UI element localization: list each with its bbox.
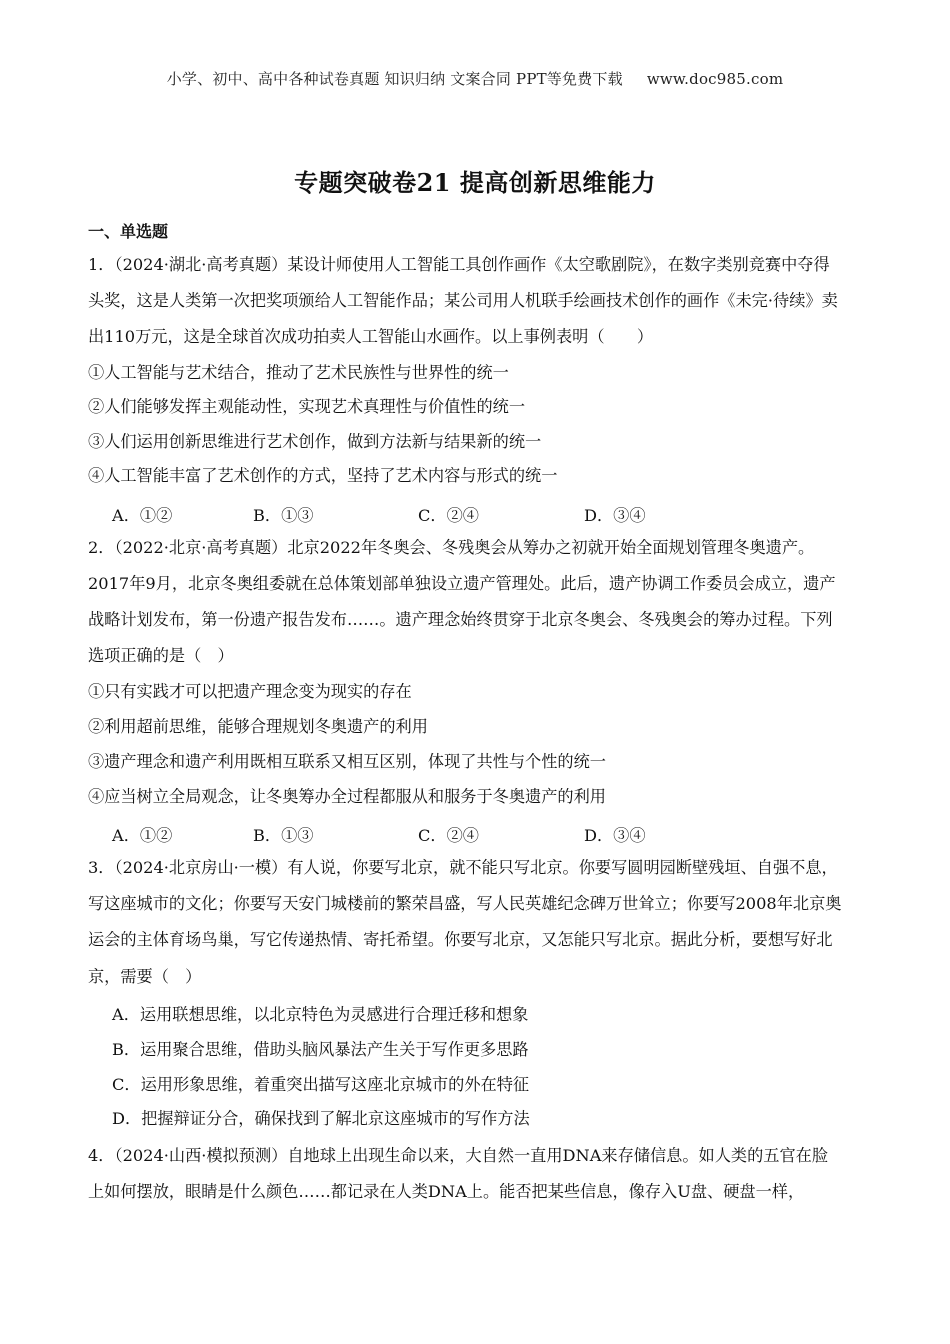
option-c[interactable]: C．②④ bbox=[418, 826, 479, 845]
statement-item: ③人们运用创新思维进行艺术创作，做到方法新与结果新的统一 bbox=[88, 432, 542, 451]
statement-item: ②人们能够发挥主观能动性，实现艺术真理性与价值性的统一 bbox=[88, 397, 526, 416]
option-d[interactable]: D．③④ bbox=[584, 826, 646, 845]
header-url[interactable]: www.doc985.com bbox=[646, 70, 784, 88]
question-text-line: 上如何摆放，眼睛是什么颜色……都记录在人类DNA上。能否把某些信息，像存入U盘、硬盘一样， bbox=[88, 1182, 805, 1201]
option-d[interactable]: D．把握辩证分合，确保找到了解北京这座城市的写作方法 bbox=[112, 1109, 530, 1128]
statement-item: ①只有实践才可以把遗产理念变为现实的存在 bbox=[88, 682, 412, 701]
page-title: 专题突破卷21 提高创新思维能力 bbox=[294, 168, 656, 197]
question-text-line: 运会的主体育场鸟巢，写它传递热情、寄托希望。你要写北京，又怎能只写北京。据此分析，要想写好北 bbox=[88, 930, 833, 949]
statement-item: ②利用超前思维，能够合理规划冬奥遗产的利用 bbox=[88, 717, 428, 736]
section-heading: 一、单选题 bbox=[88, 222, 169, 241]
option-d[interactable]: D．③④ bbox=[584, 506, 646, 525]
question-text-line: 头奖，这是人类第一次把奖项颁给人工智能作品；某公司用人机联手绘画技术创作的画作《未完·待续》卖 bbox=[88, 291, 838, 310]
option-a[interactable]: A．运用联想思维，以北京特色为灵感进行合理迁移和想象 bbox=[112, 1005, 529, 1024]
option-b[interactable]: B．①③ bbox=[253, 506, 314, 525]
header-text: 小学、初中、高中各种试卷真题 知识归纳 文案合同 PPT等免费下载 bbox=[166, 70, 623, 88]
question-text-line: 2017年9月，北京冬奥组委就在总体策划部单独设立遗产管理处。此后，遗产协调工作委员会成立，遗产 bbox=[88, 574, 836, 593]
option-c[interactable]: C．运用形象思维，着重突出描写这座北京城市的外在特征 bbox=[112, 1075, 530, 1094]
question-text-line: 战略计划发布，第一份遗产报告发布……。遗产理念始终贯穿于北京冬奥会、冬残奥会的筹办过程。下列 bbox=[88, 610, 833, 629]
question-text-line: 2．（2022·北京·高考真题）北京2022年冬奥会、冬残奥会从筹办之初就开始全面规划管理冬奥遗产。 bbox=[88, 538, 815, 557]
question-text-line: 3．（2024·北京房山·一模）有人说，你要写北京，就不能只写北京。你要写圆明园断壁残垣、自强不息， bbox=[88, 858, 838, 877]
option-a[interactable]: A．①② bbox=[112, 506, 173, 525]
question-text-line: 1．（2024·湖北·高考真题）某设计师使用人工智能工具创作画作《太空歌剧院》，在数字类别竞赛中夺得 bbox=[88, 255, 830, 274]
option-b[interactable]: B．运用聚合思维，借助头脑风暴法产生关于写作更多思路 bbox=[112, 1040, 529, 1059]
statement-item: ①人工智能与艺术结合，推动了艺术民族性与世界性的统一 bbox=[88, 363, 509, 382]
question-text-line: 选项正确的是（ ） bbox=[88, 646, 234, 665]
question-text-line: 京，需要（ ） bbox=[88, 967, 202, 986]
question-text-line: 出110万元，这是全球首次成功拍卖人工智能山水画作。以上事例表明（ ） bbox=[88, 327, 654, 346]
option-b[interactable]: B．①③ bbox=[253, 826, 314, 845]
page-header bbox=[0, 68, 950, 89]
question-text-line: 4．（2024·山西·模拟预测）自地球上出现生命以来，大自然一直用DNA来存储信息。如人类的五官在脸 bbox=[88, 1146, 829, 1165]
question-text-line: 写这座城市的文化；你要写天安门城楼前的繁荣昌盛，写人民英雄纪念碑万世耸立；你要写2008年北京奥 bbox=[88, 894, 842, 913]
option-c[interactable]: C．②④ bbox=[418, 506, 479, 525]
statement-item: ④应当树立全局观念，让冬奥筹办全过程都服从和服务于冬奥遗产的利用 bbox=[88, 787, 606, 806]
statement-item: ③遗产理念和遗产利用既相互联系又相互区别，体现了共性与个性的统一 bbox=[88, 752, 606, 771]
statement-item: ④人工智能丰富了艺术创作的方式，坚持了艺术内容与形式的统一 bbox=[88, 466, 558, 485]
option-a[interactable]: A．①② bbox=[112, 826, 173, 845]
